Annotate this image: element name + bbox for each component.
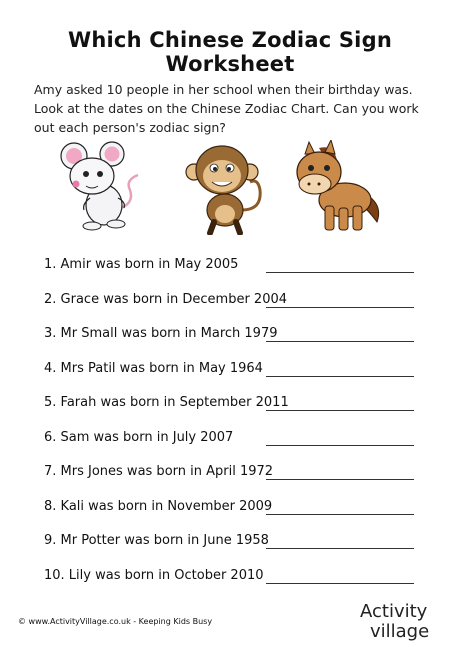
logo-line2: village [370, 621, 430, 641]
question-row [44, 324, 419, 359]
question-text: 5. Farah was born in September 2011 [44, 395, 289, 410]
question-row [44, 462, 419, 497]
answer-line[interactable] [266, 583, 414, 584]
question-row [44, 255, 419, 290]
question-text: 8. Kali was born in November 2009 [44, 498, 273, 514]
horse-illustration [285, 140, 385, 235]
question-text: 6. Sam was born in July 2007 [44, 429, 234, 445]
question-text: 7. Mrs Jones was born in April 1972 [44, 464, 274, 479]
answer-line[interactable] [266, 445, 414, 446]
monkey-illustration [180, 140, 270, 235]
answer-line[interactable] [266, 479, 414, 480]
question-row [44, 393, 419, 428]
illustrations [60, 140, 400, 235]
intro-paragraph: Amy asked 10 people in her school when their birthday was. Look at the dates on the Chinese Zodiac Chart. Can you work out each person's zodiac sign? [34, 82, 419, 135]
footer-copyright: © www.ActivityVillage.co.uk - Keeping Kids Busy [18, 617, 213, 626]
question-text: 1. Amir was born in May 2005 [44, 257, 239, 272]
answer-line[interactable] [266, 307, 414, 308]
worksheet-title: Which Chinese Zodiac Sign Worksheet [68, 28, 392, 76]
question-text: 3. Mr Small was born in March 1979 [44, 326, 278, 341]
rat-illustration [60, 140, 150, 232]
answer-line[interactable] [266, 548, 414, 549]
logo-line1: Activity [360, 601, 428, 622]
question-list [44, 255, 419, 600]
answer-line[interactable] [266, 272, 414, 273]
answer-line[interactable] [266, 376, 414, 377]
question-row [44, 566, 419, 601]
question-row [44, 290, 419, 325]
question-text: 10. Lily was born in October 2010 [44, 567, 264, 583]
question-row [44, 531, 419, 566]
question-row [44, 497, 419, 532]
question-text: 2. Grace was born in December 2004 [44, 291, 288, 307]
question-row [44, 359, 419, 394]
activity-village-logo [356, 597, 444, 641]
question-row [44, 428, 419, 463]
question-text: 9. Mr Potter was born in June 1958 [44, 533, 269, 548]
answer-line[interactable] [266, 341, 414, 342]
question-text: 4. Mrs Patil was born in May 1964 [44, 360, 263, 376]
answer-line[interactable] [266, 410, 414, 411]
answer-line[interactable] [266, 514, 414, 515]
